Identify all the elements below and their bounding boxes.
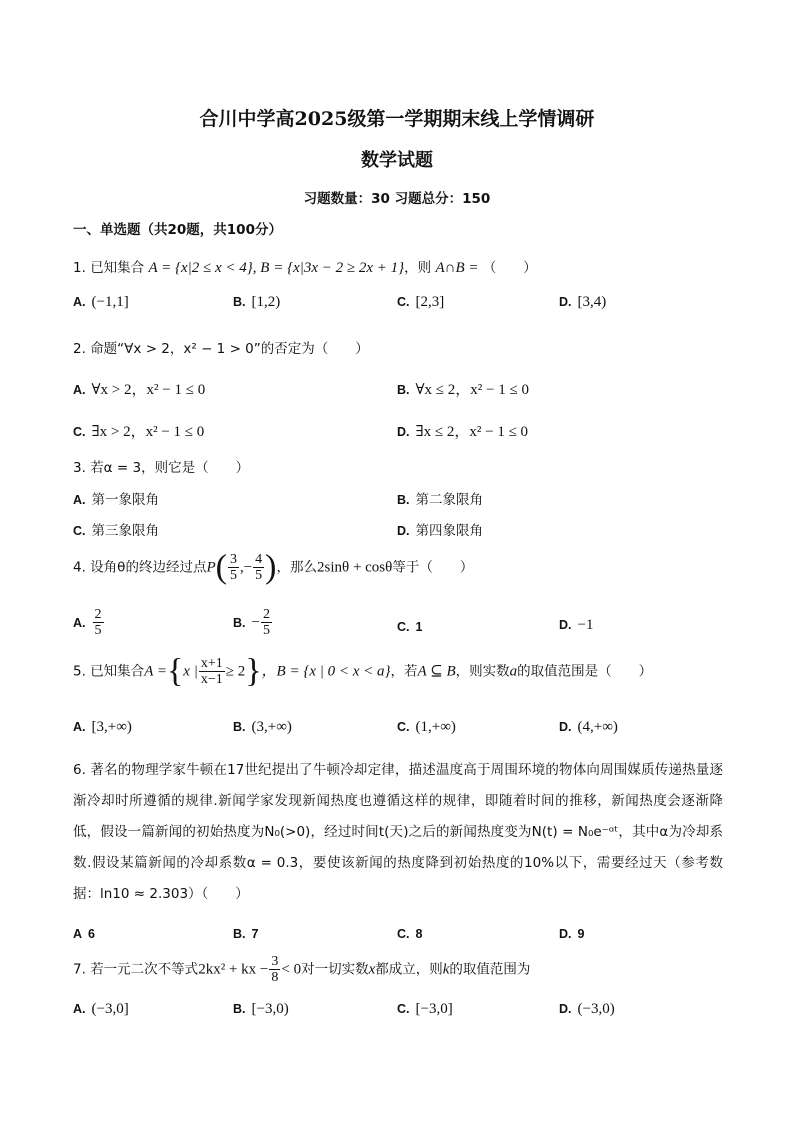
question-text: 2 (262, 607, 270, 622)
question-text: 第三象限角 (91, 523, 159, 539)
question-text: 设角θ的终边经过点 (90, 559, 207, 576)
question-text: 2kx² + kx − (198, 961, 269, 978)
fraction (199, 656, 225, 687)
question-text: 5 (262, 623, 270, 638)
question-text: 第二象限角 (415, 492, 483, 508)
option-d (559, 719, 618, 736)
question-stem: ，则 (404, 260, 432, 276)
question-text: 7. (73, 961, 86, 978)
question-text: [2,3] (415, 294, 445, 310)
question-text: ∃x ≤ 2，x² − 1 ≤ 0 (415, 424, 529, 440)
question-text: 对一切实数 (301, 961, 369, 978)
option-b (233, 719, 292, 736)
question-text: 若一元二次不等式 (90, 961, 199, 978)
question-text: 第四象限角 (415, 523, 483, 539)
question-stem: 已知集合 (90, 260, 145, 276)
option-a (73, 607, 105, 638)
question-1 (73, 256, 537, 277)
question-text: (−3,0) (577, 1001, 615, 1017)
question-text: a (509, 663, 518, 680)
question-2 (73, 337, 369, 357)
question-text: P (206, 559, 216, 576)
question-text: 5 (255, 568, 263, 583)
question-text: D. (397, 524, 410, 538)
question-text: A. (73, 720, 86, 734)
question-text: [1,2) (251, 294, 281, 310)
question-text: D. (559, 618, 572, 632)
bracket: ) (265, 548, 277, 586)
question-text: 5. (73, 663, 86, 680)
question-text: A (73, 927, 83, 941)
question-text: 2sinθ + cosθ (317, 559, 393, 576)
question-math: A = {x|2 ≤ x < 4}, B = {x|3x − 2 ≥ 2x + 1} (148, 260, 405, 276)
option-a (73, 926, 101, 942)
option-a (73, 488, 159, 508)
question-text: 3 (229, 552, 237, 567)
question-text: A ⊆ B (417, 663, 456, 680)
fraction (261, 607, 272, 638)
option-b (397, 378, 529, 399)
option-c (397, 1001, 453, 1018)
option-c (397, 294, 444, 311)
question-text: 4 (255, 552, 263, 567)
question-text: A = (144, 663, 167, 680)
question-text: B. (397, 493, 410, 507)
question-text: C. (397, 1002, 410, 1016)
bracket: } (245, 652, 262, 690)
option-d (559, 926, 590, 942)
question-3 (73, 456, 249, 476)
fraction (228, 552, 239, 583)
question-text: < 0 (281, 961, 302, 978)
question-text: B. (233, 295, 246, 309)
question-text: [3,4) (577, 294, 607, 310)
question-text: 1 (415, 620, 423, 634)
section-heading: 一、单选题（共20题，共100分） (73, 222, 282, 238)
option-c (397, 719, 456, 736)
question-text: C. (397, 720, 410, 734)
question-text: 7 (251, 927, 259, 941)
question-text: ，那么 (276, 559, 317, 576)
question-text: 5 (229, 568, 237, 583)
question-text: 6. (73, 762, 86, 778)
question-text: x+1 (200, 656, 223, 671)
question-text: ，若 (390, 663, 418, 680)
option-b (233, 294, 280, 311)
option-b (233, 1001, 289, 1018)
question-text: [−3,0] (415, 1001, 453, 1017)
option-a (73, 719, 132, 736)
question-text: ≥ 2 (225, 663, 246, 680)
question-text: 8 (415, 927, 423, 941)
question-text: C. (73, 524, 86, 538)
question-text: 4. (73, 559, 86, 576)
question-text: D. (559, 1002, 572, 1016)
question-text: x−1 (200, 672, 223, 687)
question-number: 1. (73, 260, 86, 276)
question-text: D. (559, 295, 572, 309)
question-text: 的取值范围为 (449, 961, 531, 978)
question-text: (4,+∞) (577, 719, 618, 735)
question-7 (73, 954, 530, 985)
question-text: 的取值范围是（ ） (517, 663, 653, 680)
question-text: 等于（ ） (392, 559, 474, 576)
option-a (73, 294, 129, 311)
question-text: 2 (94, 607, 102, 622)
question-text: 5 (94, 623, 102, 638)
exam-title: 合川中学高2025级第一学期期末线上学情调研 (199, 108, 595, 130)
question-text: − (251, 614, 260, 631)
question-text: B. (397, 383, 410, 397)
question-text: ∃x > 2，x² − 1 ≤ 0 (91, 424, 205, 440)
question-text: [3,+∞) (91, 719, 132, 735)
question-text: x (368, 961, 376, 978)
option-d (559, 617, 593, 634)
option-d (559, 1001, 615, 1018)
option-d (397, 519, 483, 539)
question-text: (−3,0] (91, 1001, 129, 1017)
question-stem: （ ） (482, 260, 537, 276)
question-text: (1,+∞) (415, 719, 456, 735)
fraction (269, 954, 280, 985)
question-text: D. (559, 927, 572, 941)
question-text: (3,+∞) (251, 719, 292, 735)
question-math: A∩B = (435, 260, 479, 276)
question-4: 4. 设角θ的终边经过点P( $\frac{3}{5}$ ,− $\frac{4}{5}$ )，那么2sinθ + cosθ等于（ ） (73, 548, 474, 586)
question-5 (73, 652, 653, 690)
option-c (73, 420, 204, 441)
question-text: 6 (88, 927, 95, 941)
question-text: C. (397, 620, 410, 634)
exam-stats: 习题数量：30 习题总分：150 (303, 191, 491, 207)
question-text: 著名的物理学家牛顿在17世纪提出了牛顿冷却定律，描述温度高于周围环境的物体向周围媒质传递热量逐渐冷却时所遵循的规律.新闻学家发现新闻热度也遵循这样的规律，即随着时间的推移，新闻热度会逐渐降低，假设一篇新闻的初始热度为N₀(>0)，经过时间t(天)之后的新闻热度变为N(t) = N₀e⁻ᵅᵗ，其中α为冷却系数.假设某篇新闻的冷却系数α = 0.3，要使该新闻的热度降到初始热度的10%以下，需要经过天（参考数据：ln10 ≈ 2.303）（ ） (73, 762, 723, 902)
question-text: ，则实数 (455, 663, 510, 680)
option-d (559, 294, 606, 311)
question-text: x | (183, 663, 198, 680)
bracket: ( (215, 548, 227, 586)
question-text: 8 (271, 970, 279, 985)
option-d (397, 420, 528, 441)
question-6 (73, 755, 723, 910)
question-text: B. (233, 927, 246, 941)
option-c (397, 619, 428, 635)
question-text: D. (397, 425, 410, 439)
question-text: 3. (73, 460, 86, 476)
question-text: −1 (577, 617, 594, 633)
question-text: 已知集合 (90, 663, 145, 680)
question-text: k (442, 961, 450, 978)
question-text: A. (73, 1002, 86, 1016)
question-text: 若α = 3，则它是（ ） (90, 460, 250, 476)
question-text: ∀x > 2，x² − 1 ≤ 0 (91, 382, 206, 398)
option-b (397, 488, 483, 508)
fraction (253, 552, 264, 583)
option-b (233, 607, 273, 638)
question-text: 2. (73, 341, 86, 357)
question-text: 9 (577, 927, 585, 941)
option-c (73, 519, 159, 539)
question-text: [−3,0) (251, 1001, 289, 1017)
option-c (397, 926, 428, 942)
question-text: ∀x ≤ 2，x² − 1 ≤ 0 (415, 382, 529, 398)
question-text: 第一象限角 (91, 492, 159, 508)
option-b (233, 926, 264, 942)
option-a (73, 1001, 129, 1018)
question-text: 都成立，则 (375, 961, 443, 978)
exam-subtitle: 数学试题 (361, 150, 433, 171)
question-text: 命题“∀x > 2，x² − 1 > 0”的否定为（ ） (90, 341, 369, 357)
question-text: C. (397, 295, 410, 309)
question-text: C. (397, 927, 410, 941)
question-text: (−1,1] (91, 294, 129, 310)
question-text: A. (73, 383, 86, 397)
bracket: { (166, 652, 184, 690)
question-text: B. (233, 1002, 246, 1016)
question-text: B. (233, 720, 246, 734)
fraction (93, 607, 104, 638)
question-text: A. (73, 295, 86, 309)
question-text: A. (73, 615, 86, 630)
question-text: C. (73, 425, 86, 439)
question-text: A. (73, 493, 86, 507)
option-a (73, 378, 205, 399)
question-text: B. (233, 615, 246, 630)
question-text: D. (559, 720, 572, 734)
question-text: ，B = {x | 0 < x < a} (261, 663, 391, 680)
question-text: 3 (271, 954, 279, 969)
